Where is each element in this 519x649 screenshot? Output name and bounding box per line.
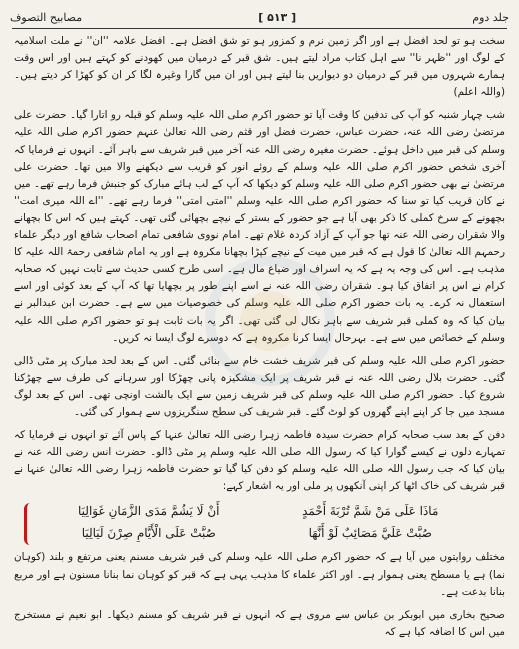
red-margin-marker xyxy=(24,503,35,545)
paragraph-4: دفن کے بعد سب صحابہ کرام حضرت سیدہ فاطمہ زہرا رضی اللہ تعالیٰ عنہا کے پاس آئے تو انہوں نے فرمایا کہ تمہارے دلوں نے کیسے گوارا کیا کہ رسول اللہ صلی اللہ علیہ وسلم پر مٹی ڈالو۔ حضرت انس رضی اللہ عنہ نے بیان کیا کہ جب رسول اللہ صلی اللہ علیہ وسلم کو دفن کیا گیا تو حضرت فاطمہ زہرا رضی اللہ تعالیٰ عنہا نے قبر شریف کی خاک اٹھا کر اپنی آنکھوں پر ملی اور یہ اشعار کہے: xyxy=(14,429,505,493)
header-volume: جلد دوم xyxy=(472,10,509,24)
page-body xyxy=(10,33,509,641)
document-page xyxy=(10,6,509,643)
header-rule xyxy=(12,28,507,29)
verse-line: مَاذَا عَلَى مَنْ شَمَّ تُرْبَةَ أَحْمَدٍ xyxy=(302,504,439,519)
page-number: [ ۵۱۳ ] xyxy=(258,10,297,24)
verse-line: صُبَّتْ عَلَى الْأَيَّامِ صِرْنَ لَيَالِيَا xyxy=(81,526,216,541)
paragraph-1: سخت ہو تو لحد افضل ہے اور اگر زمین نرم و کمزور ہو تو شق افضل ہے۔ افضل علامہ ''ان'' نے ملت اسلامیہ کے لوگ اور ''ظہر نا'' سے اہل کتاب مراد لیتے ہیں۔ شق قبر کے درمیان میں کھودنے کو کہتے ہیں اور اس وقت ہمارے شہروں میں قبر کے درمیان دو دیواریں بنا لیتے ہیں اور ان میں گارا وغیرہ لگا کر ان کو کھڑا کر دیتے ہیں۔ (واللہ اعلم) xyxy=(14,35,505,99)
header-book-title: مصابیح التصوف xyxy=(10,10,83,24)
poem-verses xyxy=(50,501,469,543)
paragraph-3: حضور اکرم صلی اللہ علیہ وسلم کی قبر شریف خشت خام سے بنائی گئی۔ اس کے بعد لحد مبارک پر مٹی ڈالی گئی۔ حضرت بلال رضی اللہ عنہ نے قبر شریف پر ایک مشکیزہ پانی چھڑکا اور سرہانے کی طرف سے چھڑکنا شروع کیا۔ حضور اکرم صلی اللہ علیہ وسلم کی قبر شریف زمین سے ایک بالشت اونچی تھی۔ اس کے بعد لوگ مسجد میں جا کر اپنے اپنے گھروں کو لوٹ گئے۔ قبر شریف کی سطح سنگریزوں سے ہموار کی گئی۔ xyxy=(14,354,505,418)
page-header xyxy=(10,6,509,28)
paragraph-last: صحیح بخاری میں ابوبکر بن عباس سے مروی ہے کہ انہوں نے قبر شریف کو مسنم دیکھا۔ ابو نعیم نے مستخرج میں اس کا اضافہ کیا ہے کہ xyxy=(14,608,505,638)
verse-line: صُبَّتْ عَلَيَّ مَصَائِبٌ لَوْ أَنَّهَا xyxy=(308,526,432,541)
verse-line: أَنْ لَا يَشُمَّ مَدَى الزَّمَانِ غَوَالِيَا xyxy=(78,504,220,519)
paragraph-after-verses: مختلف روایتوں میں آیا ہے کہ حضور اکرم صلی اللہ علیہ وسلم کی قبر شریف مسنم یعنی مرتفع و بلند (کوہان نما) ہے یا مسطح یعنی ہموار ہے۔ اور اکثر علماء کا مذہب یہی ہے کہ قبر کو کوہان نما بنانا مسنون ہے اور مربع بنانا بدعت ہے۔ xyxy=(14,551,505,598)
paragraph-2: شب چہار شنبہ کو آپ کی تدفین کا وقت آیا تو حضور اکرم صلی اللہ علیہ وسلم کو قبلہ رو اتارا گیا۔ حضرت علی مرتضیٰ رضی اللہ عنہ، حضرت عباس، حضرت فضل اور قثم رضی اللہ تعالیٰ عنہم حضور اکرم صلی اللہ علیہ وسلم کی قبر میں داخل ہوئے۔ حضرت مغیرہ رضی اللہ عنہ آخر میں قبر شریف سے باہر آئے۔ انہوں نے فرمایا کہ آخری شخص حضور اکرم صلی اللہ علیہ وسلم کے روئے انور کو قریب سے دیکھنے والا میں تھا۔ حضرت علی مرتضیٰ نے بھی حضور اکرم صلی اللہ علیہ وسلم کو دیکھا کہ آپ کے لب ہائے مبارک کو جنبش فرما رہے تھے۔ میں نے کان قریب کیا تو سنا کہ حضور اکرم صلی اللہ علیہ وسلم ''امتی امتی'' فرما رہے تھے۔ ''اے اللہ میری امت'' بچھونے کے سرخ کملی کا ذکر بھی آیا ہے جو حضور کے بستر کے نیچے بچھائی گئی تھی۔ کہتے ہیں کہ اس کا بچھانے والا شقران رضی اللہ عنہ تھا جو آپ کے آزاد کردہ غلام تھے۔ امام نووی شافعی تمام اصحاب شافع اور دیگر علماء رحمہم اللہ تعالیٰ کا قول ہے کہ قبر میں میت کے نیچے کپڑا بچھانا مکروہ ہے اور یہ امام شافعی رحمۃ اللہ علیہ کا مذہب ہے۔ اس کی وجہ یہ ہے کہ یہ اسراف اور ضیاع مال ہے۔ اسی طرح کسی حدیث سے ثابت نہیں کہ صحابہ کرام نے اس پر اتفاق کیا ہو۔ شقران رضی اللہ عنہ نے اسے اپنے طور پر بچھایا تھا کہ آپ کے بعد کوئی اور اسے استعمال نہ کرے۔ یہ بات حضور اکرم صلی اللہ علیہ وسلم کی خصوصیات میں سے ہے۔ حضرت ابن عبدالبر نے بیان کیا کہ وہ کملی قبر شریف سے باہر نکال لی گئی تھی۔ اگر یہ بات ثابت ہو تو حضور اکرم صلی اللہ علیہ وسلم کے خصائص میں سے ہے۔ بہرحال ایسا کرنا مکروہ ہے کہ دوسرے لوگ ایسا نہ کریں۔ xyxy=(14,109,505,344)
